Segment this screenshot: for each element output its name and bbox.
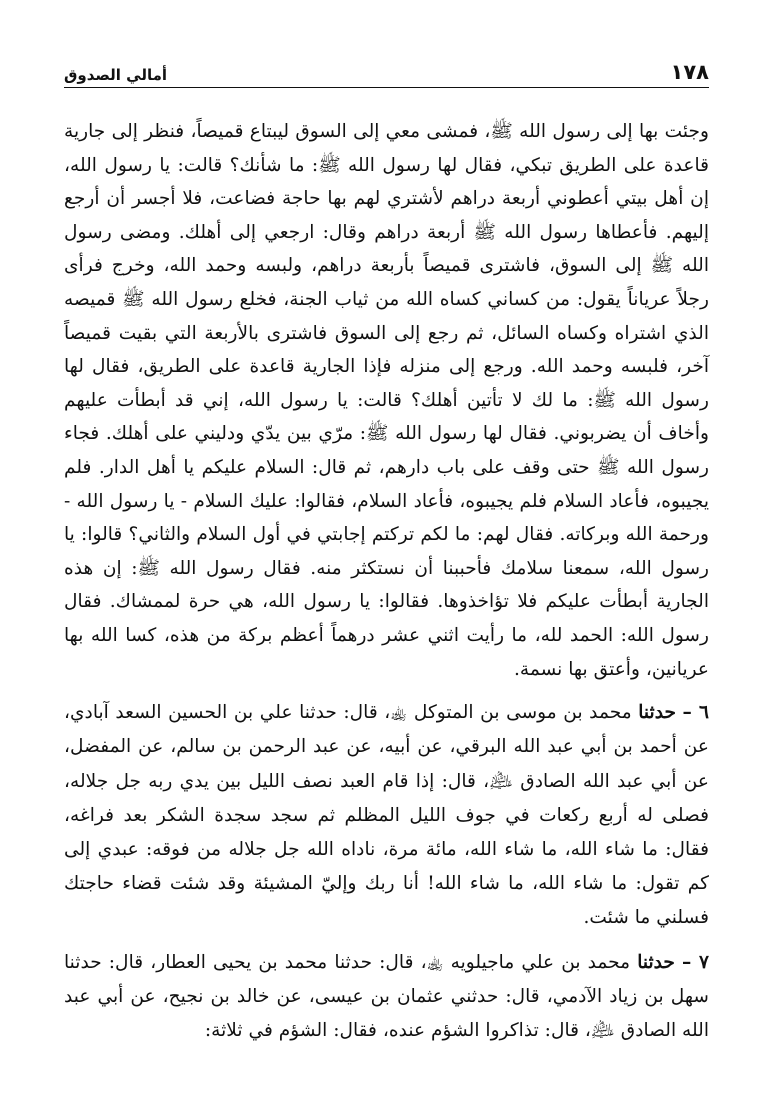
hadith-lead-word: حدثنا — [638, 702, 676, 724]
page-header — [64, 60, 709, 84]
hadith-number: ٧ – — [682, 951, 709, 973]
hadith-lead-word: حدثنا — [637, 951, 675, 973]
paragraph-text: محمد بن علي ماجيلويه ﵀، قال: حدثنا محمد بن يحيى العطار، قال: حدثنا سهل بن زياد الآدمي، قال: حدثني عثمان بن عيسى، عن خالد بن نجيح، عن أبي عبد الله الصادق ﵇، قال: تذاكروا الشؤم عنده، فقال: الشؤم في ثلاثة: — [64, 951, 709, 1041]
paragraph-text: محمد بن موسى بن المتوكل ﵀، قال: حدثنا علي بن الحسين السعد آبادي، عن أحمد بن أبي عبد الله البرقي، عن أبيه، عن عبد الرحمن بن سالم، عن المفضل، عن أبي عبد الله الصادق ﵇، قال: إذا قام العبد نصف الليل بين يدي ربه جل جلاله، فصلى له أربع ركعات في جوف الليل المظلم ثم سجد سجدة الشكر بعد فراغه، فقال: ما شاء الله، ما شاء الله، مائة مرة، ناداه الله جل جلاله من فوقه: عبدي إلى كم تقول: ما شاء الله، ما شاء الله! أنا ربك وإليّ المشيئة وقد شئت قضاء حاجتك فسلني ما شئت. — [64, 702, 709, 929]
header-divider — [64, 87, 709, 88]
page-number: ١٧٨ — [670, 60, 709, 84]
page-body — [64, 115, 709, 1048]
paragraph-hadith-5-continued — [64, 115, 709, 686]
paragraph-hadith-6 — [64, 696, 709, 935]
paragraph-hadith-7 — [64, 946, 709, 1049]
hadith-number: ٦ – — [682, 702, 709, 724]
paragraph-text: وجئت بها إلى رسول الله ﷺ، فمشى معي إلى السوق ليبتاع قميصاً، فنظر إلى جارية قاعدة على الطريق تبكي، فقال لها رسول الله ﷺ: ما شأنك؟ قالت: يا رسول الله، إن أهل بيتي أعطوني أربعة دراهم لأشتري لهم بها حاجة فضاعت، فلا أجسر أن أرجع إليهم. فأعطاها رسول الله ﷺ أربعة دراهم وقال: ارجعي إلى أهلك. ومضى رسول الله ﷺ إلى السوق، فاشترى قميصاً بأربعة دراهم، ولبسه وحمد الله، وخرج فرأى رجلاً عرياناً يقول: من كساني كساه الله من ثياب الجنة، فخلع رسول الله ﷺ قميصه الذي اشتراه وكساه السائل، ثم رجع إلى السوق فاشترى بالأربعة التي بقيت قميصاً آخر، فلبسه وحمد الله. ورجع إلى منزله فإذا الجارية قاعدة على الطريق، فقال لها رسول الله ﷺ: ما لك لا تأتين أهلك؟ قالت: يا رسول الله، إني قد أبطأت عليهم وأخاف أن يضربوني. فقال لها رسول الله ﷺ: مرّي بين يدّي ودليني على أهلك. فجاء رسول الله ﷺ حتى وقف على باب دارهم، ثم قال: السلام عليكم يا أهل الدار. فلم يجيبوه، فأعاد السلام فلم يجيبوه، فأعاد السلام، فقالوا: عليك السلام - يا رسول الله - ورحمة الله وبركاته. فقال لهم: ما لكم تركتم إجابتي في أول السلام والثاني؟ قالوا: يا رسول الله، سمعنا سلامك فأحببنا أن نستكثر منه. فقال رسول الله ﷺ: إن هذه الجارية أبطأت عليكم فلا تؤاخذوها. فقالوا: يا رسول الله، هي حرة لممشاك. فقال رسول الله: الحمد لله، ما رأيت اثني عشر درهماً أعظم بركة من هذه، كسا الله بها عريانين، وأعتق بها نسمة. — [64, 121, 710, 680]
book-title: أمالي الصدوق — [64, 66, 168, 84]
